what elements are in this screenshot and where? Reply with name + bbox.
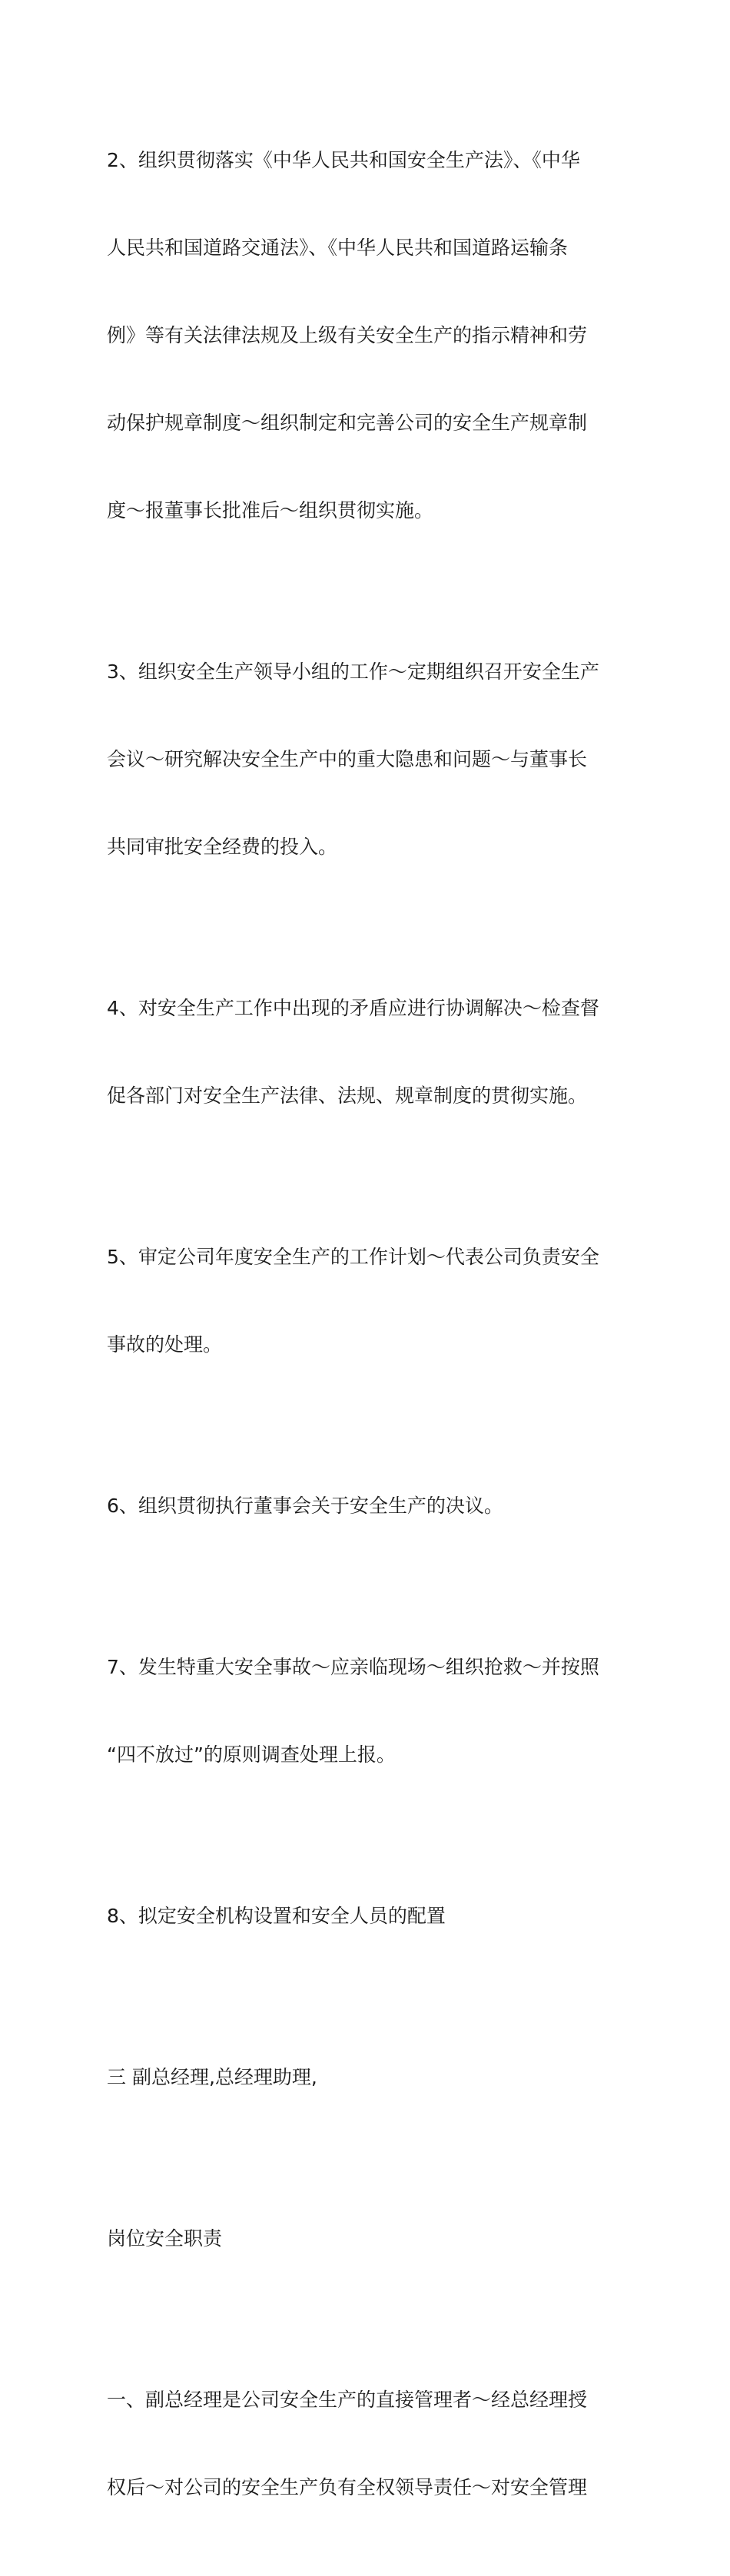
paragraph-item-3 bbox=[107, 599, 629, 920]
paragraph-item-4 bbox=[107, 935, 629, 1169]
text-line: 会议～研究解决安全生产中的重大隐患和问题～与董事长 bbox=[107, 748, 588, 770]
section-subheading bbox=[107, 2166, 629, 2312]
text-line: “四不放过”的原则调查处理上报。 bbox=[107, 1743, 396, 1766]
text-line: 岗位安全职责 bbox=[107, 2227, 223, 2250]
text-line: 4、对安全生产工作中出现的矛盾应进行协调解决～检查督 bbox=[107, 997, 599, 1019]
text-line: 度～报董事长批准后～组织贯彻实施。 bbox=[107, 499, 434, 521]
text-line: 权后～对公司的安全生产负有全权领导责任～对安全管理 bbox=[107, 2476, 588, 2498]
text-line: 3、组织安全生产领导小组的工作～定期组织召开安全生产 bbox=[107, 661, 599, 683]
text-line: 5、审定公司年度安全生产的工作计划～代表公司负责安全 bbox=[107, 1246, 599, 1268]
paragraph-item-2 bbox=[107, 88, 629, 584]
text-line: 事故的处理。 bbox=[107, 1333, 223, 1356]
document-body bbox=[107, 88, 629, 2576]
text-line: 动保护规章制度～组织制定和完善公司的安全生产规章制 bbox=[107, 412, 588, 434]
paragraph-item-7 bbox=[107, 1594, 629, 1828]
paragraph-item-8 bbox=[107, 1843, 629, 1989]
text-line: 8、拟定安全机构设置和安全人员的配置 bbox=[107, 1905, 446, 1927]
section-heading bbox=[107, 2005, 629, 2151]
text-line: 三 副总经理,总经理助理, bbox=[107, 2066, 317, 2088]
text-line: 7、发生特重大安全事故～应亲临现场～组织抢救～并按照 bbox=[107, 1656, 599, 1678]
paragraph-item-6 bbox=[107, 1433, 629, 1579]
text-line: 共同审批安全经费的投入。 bbox=[107, 836, 338, 858]
text-line: 2、组织贯彻落实《中华人民共和国安全生产法》、《中华 bbox=[107, 149, 580, 171]
text-line: 例》等有关法律法规及上级有关安全生产的指示精神和劳 bbox=[107, 324, 588, 346]
paragraph-item-1 bbox=[107, 2327, 629, 2561]
paragraph-item-5 bbox=[107, 1184, 629, 1418]
text-line: 一、副总经理是公司安全生产的直接管理者～经总经理授 bbox=[107, 2389, 588, 2411]
text-line: 促各部门对安全生产法律、法规、规章制度的贯彻实施。 bbox=[107, 1084, 588, 1107]
text-line: 6、组织贯彻执行董事会关于安全生产的决议。 bbox=[107, 1495, 503, 1517]
text-line: 人民共和国道路交通法》、《中华人民共和国道路运输条 bbox=[107, 237, 569, 259]
